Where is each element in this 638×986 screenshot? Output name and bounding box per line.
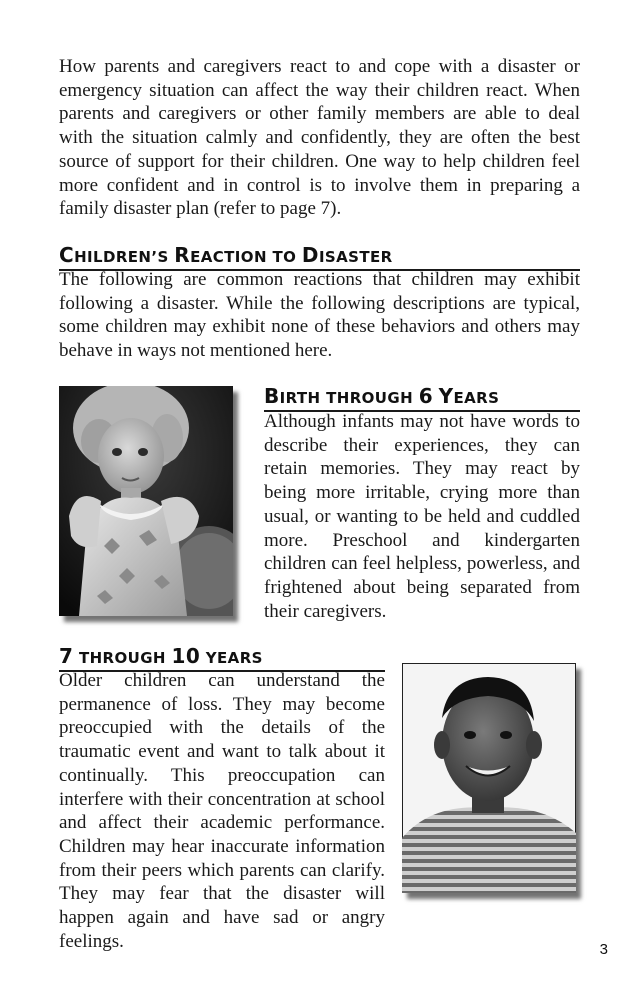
intro-paragraph: How parents and caregivers react to and cope with a disaster or emergency situation can affect the way their children react. When parents and caregivers or other family members are able to deal with the situation calmly and confidently, they are often the best source of support for their children. One way to help children feel more confident and in control is to involve them in preparing a family disaster plan (refer to page 7). — [59, 56, 580, 220]
photo-smiling-boy — [402, 663, 576, 893]
boy-photo-illustration — [402, 663, 576, 893]
photo-young-girl — [59, 386, 233, 616]
girl-photo-illustration — [59, 386, 233, 616]
birth-through-6-paragraph: Although infants may not have words to describe their experiences, they can retain memories. They may react by being more irritable, crying more than usual, or wanting to be held and cuddled more. Preschool and kindergarten children can feel helpless, powerless, and frightened about being separated from their caregivers. — [264, 411, 580, 622]
section-heading-birth-through-6-years: BIRTH THROUGH 6 YEARS — [264, 385, 580, 412]
common-reactions-paragraph: The following are common reactions that children may exhibit following a disaster. While the following descriptions are typical, some children may exhibit none of these behaviors and others may behave in ways not mentioned here. — [59, 269, 580, 362]
section-heading-7-through-10-years: 7 THROUGH 10 YEARS — [59, 645, 385, 672]
page-number: 3 — [599, 941, 608, 958]
section-heading-childrens-reaction: CHILDREN’S REACTION TO DISASTER — [59, 244, 580, 271]
seven-through-10-paragraph: Older children can understand the permanence of loss. They may become preoccupied with the details of the traumatic event and want to talk about it continually. This preoccupation can interfere with their concentration at school and affect their academic performance. Children may hear inaccurate information from their peers which parents can clarify. They may fear that the disaster will happen again and have sad or angry feelings. — [59, 670, 385, 952]
